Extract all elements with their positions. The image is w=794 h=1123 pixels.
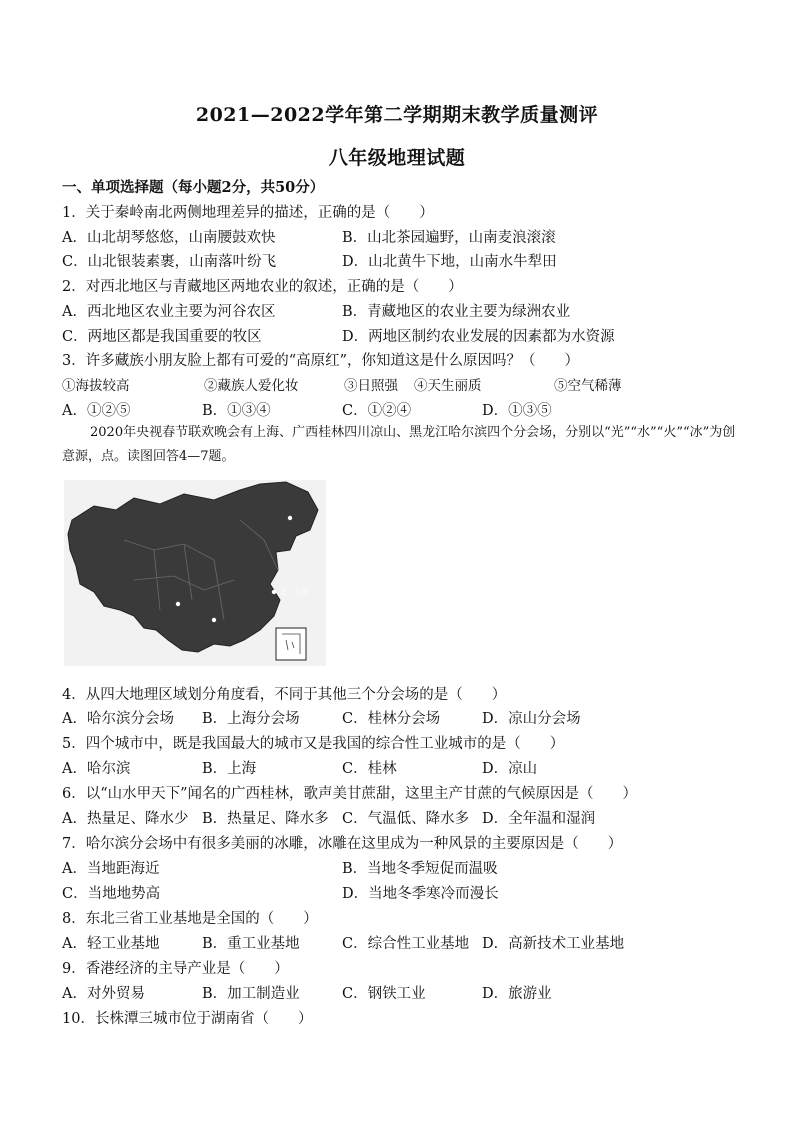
- q4-option-b: B．上海分会场: [202, 711, 300, 727]
- south-sea-inset: [276, 628, 306, 660]
- q9-option-b: B．加工制造业: [202, 986, 300, 1002]
- q7-option-a: A．当地距海近: [62, 861, 160, 877]
- q1-option-d: D．山北黄牛下地，山南水牛犁田: [342, 254, 557, 270]
- question-3: 3．许多藏族小朋友脸上都有可爱的“高原红”，你知道这是什么原因吗？（ ）: [62, 353, 580, 369]
- question-1: 1．关于秦岭南北两侧地理差异的描述，正确的是（ ）: [62, 205, 434, 221]
- q6-option-b: B．热量足、降水多: [202, 811, 329, 827]
- q5-option-a: A．哈尔滨: [62, 761, 131, 777]
- section-heading: 一、单项选择题（每小题2分，共50分）: [62, 179, 325, 196]
- harbin-marker: [288, 516, 292, 520]
- q6-option-d: D．全年温和湿润: [482, 811, 596, 827]
- question-2: 2．对西北地区与青藏地区两地农业的叙述，正确的是（ ）: [62, 279, 463, 295]
- question-8: 8．东北三省工业基地是全国的（ ）: [62, 911, 318, 927]
- china-map-drawing: [64, 480, 326, 666]
- q7-option-d: D．当地冬季寒冷而漫长: [342, 886, 499, 902]
- q6-option-c: C．气温低、降水多: [342, 811, 470, 827]
- question-5: 5．四个城市中，既是我国最大的城市又是我国的综合性工业城市的是（ ）: [62, 736, 565, 752]
- q3-factor-5: ⑤空气稀薄: [554, 378, 622, 394]
- q7-option-c: C．当地地势高: [62, 886, 161, 902]
- shanghai-marker: [272, 590, 276, 594]
- q9-option-a: A．对外贸易: [62, 986, 145, 1002]
- q3-factor-2: ②藏族人爱化妆: [204, 378, 299, 394]
- q3-factor-3: ③日照强: [344, 378, 398, 394]
- q3-option-d: D．①③⑤: [482, 403, 552, 419]
- q5-option-c: C．桂林: [342, 761, 397, 777]
- q3-factor-4: ④天生丽质: [414, 378, 482, 394]
- question-7: 7．哈尔滨分会场中有很多美丽的冰雕，冰雕在这里成为一种风景的主要原因是（ ）: [62, 836, 623, 852]
- question-4: 4．从四大地理区域划分角度看，不同于其他三个分会场的是（ ）: [62, 687, 507, 703]
- q6-option-a: A．热量足、降水少: [62, 811, 189, 827]
- map-label-shanghai: 光：上海: [280, 588, 308, 596]
- q1-option-b: B．山北茶园遍野，山南麦浪滚滚: [342, 230, 556, 246]
- q1-option-a: A．山北胡琴悠悠，山南腰鼓欢快: [62, 230, 276, 246]
- q3-option-c: C．①②④: [342, 403, 412, 419]
- question-6: 6．以“山水甲天下”闻名的广西桂林，歌声美甘蔗甜，这里主产甘蔗的气候原因是（ ）: [62, 786, 638, 802]
- q3-option-a: A．①②⑤: [62, 403, 131, 419]
- q8-option-c: C．综合性工业基地: [342, 936, 470, 952]
- q7-option-b: B．当地冬季短促而温吸: [342, 861, 498, 877]
- china-map-figure: [64, 480, 326, 666]
- q2-option-b: B．青藏地区的农业主要为绿洲农业: [342, 304, 571, 320]
- q9-option-d: D．旅游业: [482, 986, 552, 1002]
- q2-option-a: A．西北地区农业主要为河谷农区: [62, 304, 276, 320]
- q1-option-c: C．山北银装素裹，山南落叶纷飞: [62, 254, 277, 270]
- map-intro-paragraph: 2020年央视春节联欢晚会有上海、广西桂林四川凉山、黑龙江哈尔滨四个分会场，分别以“光”“水”“火”“冰”为创意源，点。读图回答4—7题。: [62, 425, 736, 464]
- q4-option-c: C．桂林分会场: [342, 711, 441, 727]
- q2-option-d: D．两地区制约农业发展的因素都为水资源: [342, 329, 615, 345]
- q3-factor-1: ①海拔较高: [62, 378, 130, 394]
- q8-option-d: D．高新技术工业基地: [482, 936, 625, 952]
- liangshan-marker: [176, 602, 180, 606]
- guilin-marker: [212, 618, 216, 622]
- q8-option-b: B．重工业基地: [202, 936, 300, 952]
- question-9: 9．香港经济的主导产业是（ ）: [62, 961, 289, 977]
- q4-option-a: A．哈尔滨分会场: [62, 711, 174, 727]
- q5-option-d: D．凉山: [482, 761, 538, 777]
- q8-option-a: A．轻工业基地: [62, 936, 160, 952]
- question-10: 10．长株潭三城市位于湖南省（ ）: [62, 1011, 313, 1027]
- q5-option-b: B．上海: [202, 761, 257, 777]
- q2-option-c: C．两地区都是我国重要的牧区: [62, 329, 262, 345]
- q3-option-b: B．①③④: [202, 403, 271, 419]
- q4-option-d: D．凉山分会场: [482, 711, 581, 727]
- exam-title: 2021—2022学年第二学期期末教学质量测评: [195, 104, 599, 126]
- exam-subtitle: 八年级地理试题: [328, 147, 466, 169]
- q9-option-c: C．钢铁工业: [342, 986, 426, 1002]
